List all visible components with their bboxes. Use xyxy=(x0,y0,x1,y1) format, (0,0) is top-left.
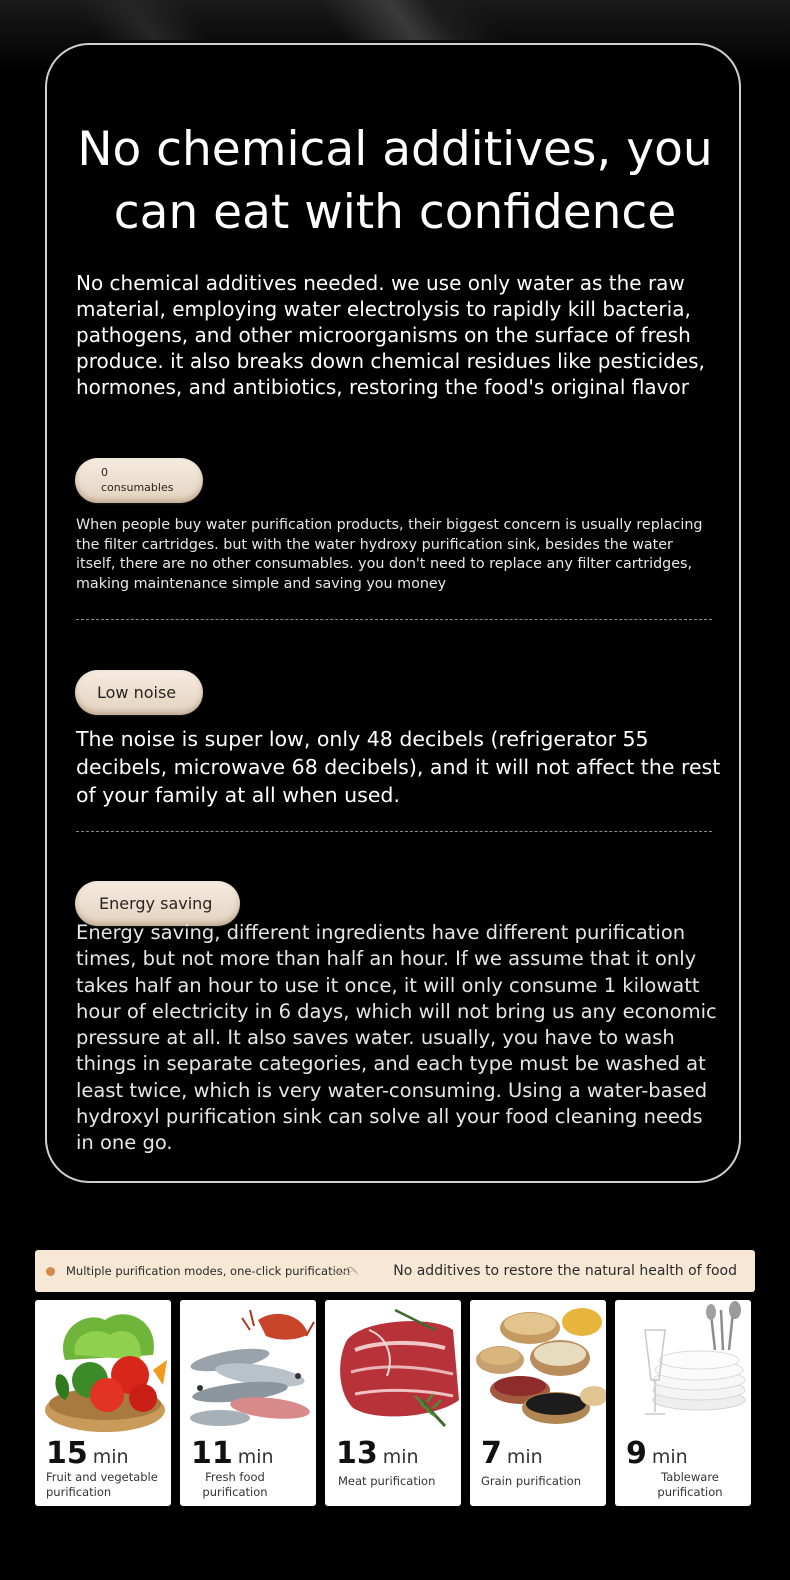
mode-time xyxy=(336,1436,419,1475)
energy-saving-pill: Energy saving xyxy=(75,881,240,926)
consumables-pill-label: consumables xyxy=(101,481,174,494)
mode-card-fruit-vegetable[interactable] xyxy=(35,1300,171,1506)
modes-banner xyxy=(35,1250,755,1292)
seafood-icon xyxy=(180,1300,316,1435)
low-noise-text: The noise is super low, only 48 decibels (refrigerator 55 decibels, microwave 68 decibels), and it will not affect the rest of your family at all when used. xyxy=(76,727,721,807)
mode-label-line2: purification xyxy=(202,1485,268,1499)
dashed-divider xyxy=(76,619,712,620)
purification-modes xyxy=(35,1300,757,1506)
consumables-text: When people buy water purification products, their biggest concern is usually replacing the filter cartridges. but with the water hydroxy purification sink, besides the water itself, there are no other consumables. you don't need to replace any filter cartridges, making maintenance simple and saving you money xyxy=(76,517,703,592)
mode-minutes: 9 xyxy=(626,1436,647,1471)
mode-minutes: 13 xyxy=(336,1436,378,1471)
mode-unit: min xyxy=(651,1446,688,1468)
mode-label-line2: purification xyxy=(46,1485,112,1499)
mode-minutes: 15 xyxy=(46,1436,88,1471)
mode-card-fresh-food[interactable] xyxy=(180,1300,316,1506)
mode-label xyxy=(481,1474,581,1489)
banner-right-text: No additives to restore the natural health of food xyxy=(393,1263,737,1279)
mode-label xyxy=(338,1474,435,1489)
vegetables-basket-icon xyxy=(35,1300,171,1435)
mode-label xyxy=(645,1470,735,1500)
steak-icon xyxy=(325,1300,461,1435)
mode-unit: min xyxy=(382,1446,419,1468)
mode-label-line1: Tableware xyxy=(661,1470,719,1484)
mode-minutes: 11 xyxy=(191,1436,233,1471)
mode-unit: min xyxy=(92,1446,129,1468)
mode-time xyxy=(481,1436,543,1475)
mode-unit: min xyxy=(237,1446,274,1468)
dashed-divider xyxy=(76,831,712,832)
tableware-icon xyxy=(615,1300,751,1435)
banner-dot-icon xyxy=(46,1267,55,1276)
low-noise-pill: Low noise xyxy=(75,670,203,715)
grain-bowls-icon xyxy=(470,1300,606,1435)
consumables-pill xyxy=(75,458,203,503)
intro-paragraph: No chemical additives needed. we use only water as the raw material, employing water electrolysis to rapidly kill bacteria, pathogens, and other microorganisms on the surface of fresh produce. it also breaks down chemical residues like pesticides, hormones, and antibiotics, restoring the food's original flavor xyxy=(76,271,705,399)
page-title: No chemical additives, you can eat with confidence xyxy=(77,122,713,240)
mode-card-grain[interactable] xyxy=(470,1300,606,1506)
mode-card-tableware[interactable] xyxy=(615,1300,751,1506)
squiggle-icon xyxy=(331,1261,361,1281)
mode-unit: min xyxy=(506,1446,543,1468)
banner-left-text: Multiple purification modes, one-click purification xyxy=(66,1264,351,1278)
mode-label-line1: Meat purification xyxy=(338,1474,436,1488)
mode-minutes: 7 xyxy=(481,1436,502,1471)
mode-label-line2: purification xyxy=(657,1485,723,1499)
mode-card-meat[interactable] xyxy=(325,1300,461,1506)
mode-label-line1: Fruit and vegetable xyxy=(46,1470,158,1484)
mode-label-line1: Grain purification xyxy=(481,1474,581,1488)
mode-label xyxy=(180,1470,290,1500)
energy-saving-text: Energy saving, different ingredients have different purification times, but not more than half an hour. If we assume that it only takes half an hour to use it once, it will only consume 1 kilowatt hour of electricity in 6 days, which will not bring us any economic pressure at all. It also saves water. usually, you have to wash things in separate categories, and each type must be washed at least twice, which is very water-consuming. Using a water-based hydroxyl purification sink can solve all your food cleaning needs in one go. xyxy=(76,921,717,1155)
consumables-pill-count: 0 xyxy=(101,466,108,479)
mode-label xyxy=(46,1470,158,1500)
mode-label-line1: Fresh food xyxy=(205,1470,265,1484)
